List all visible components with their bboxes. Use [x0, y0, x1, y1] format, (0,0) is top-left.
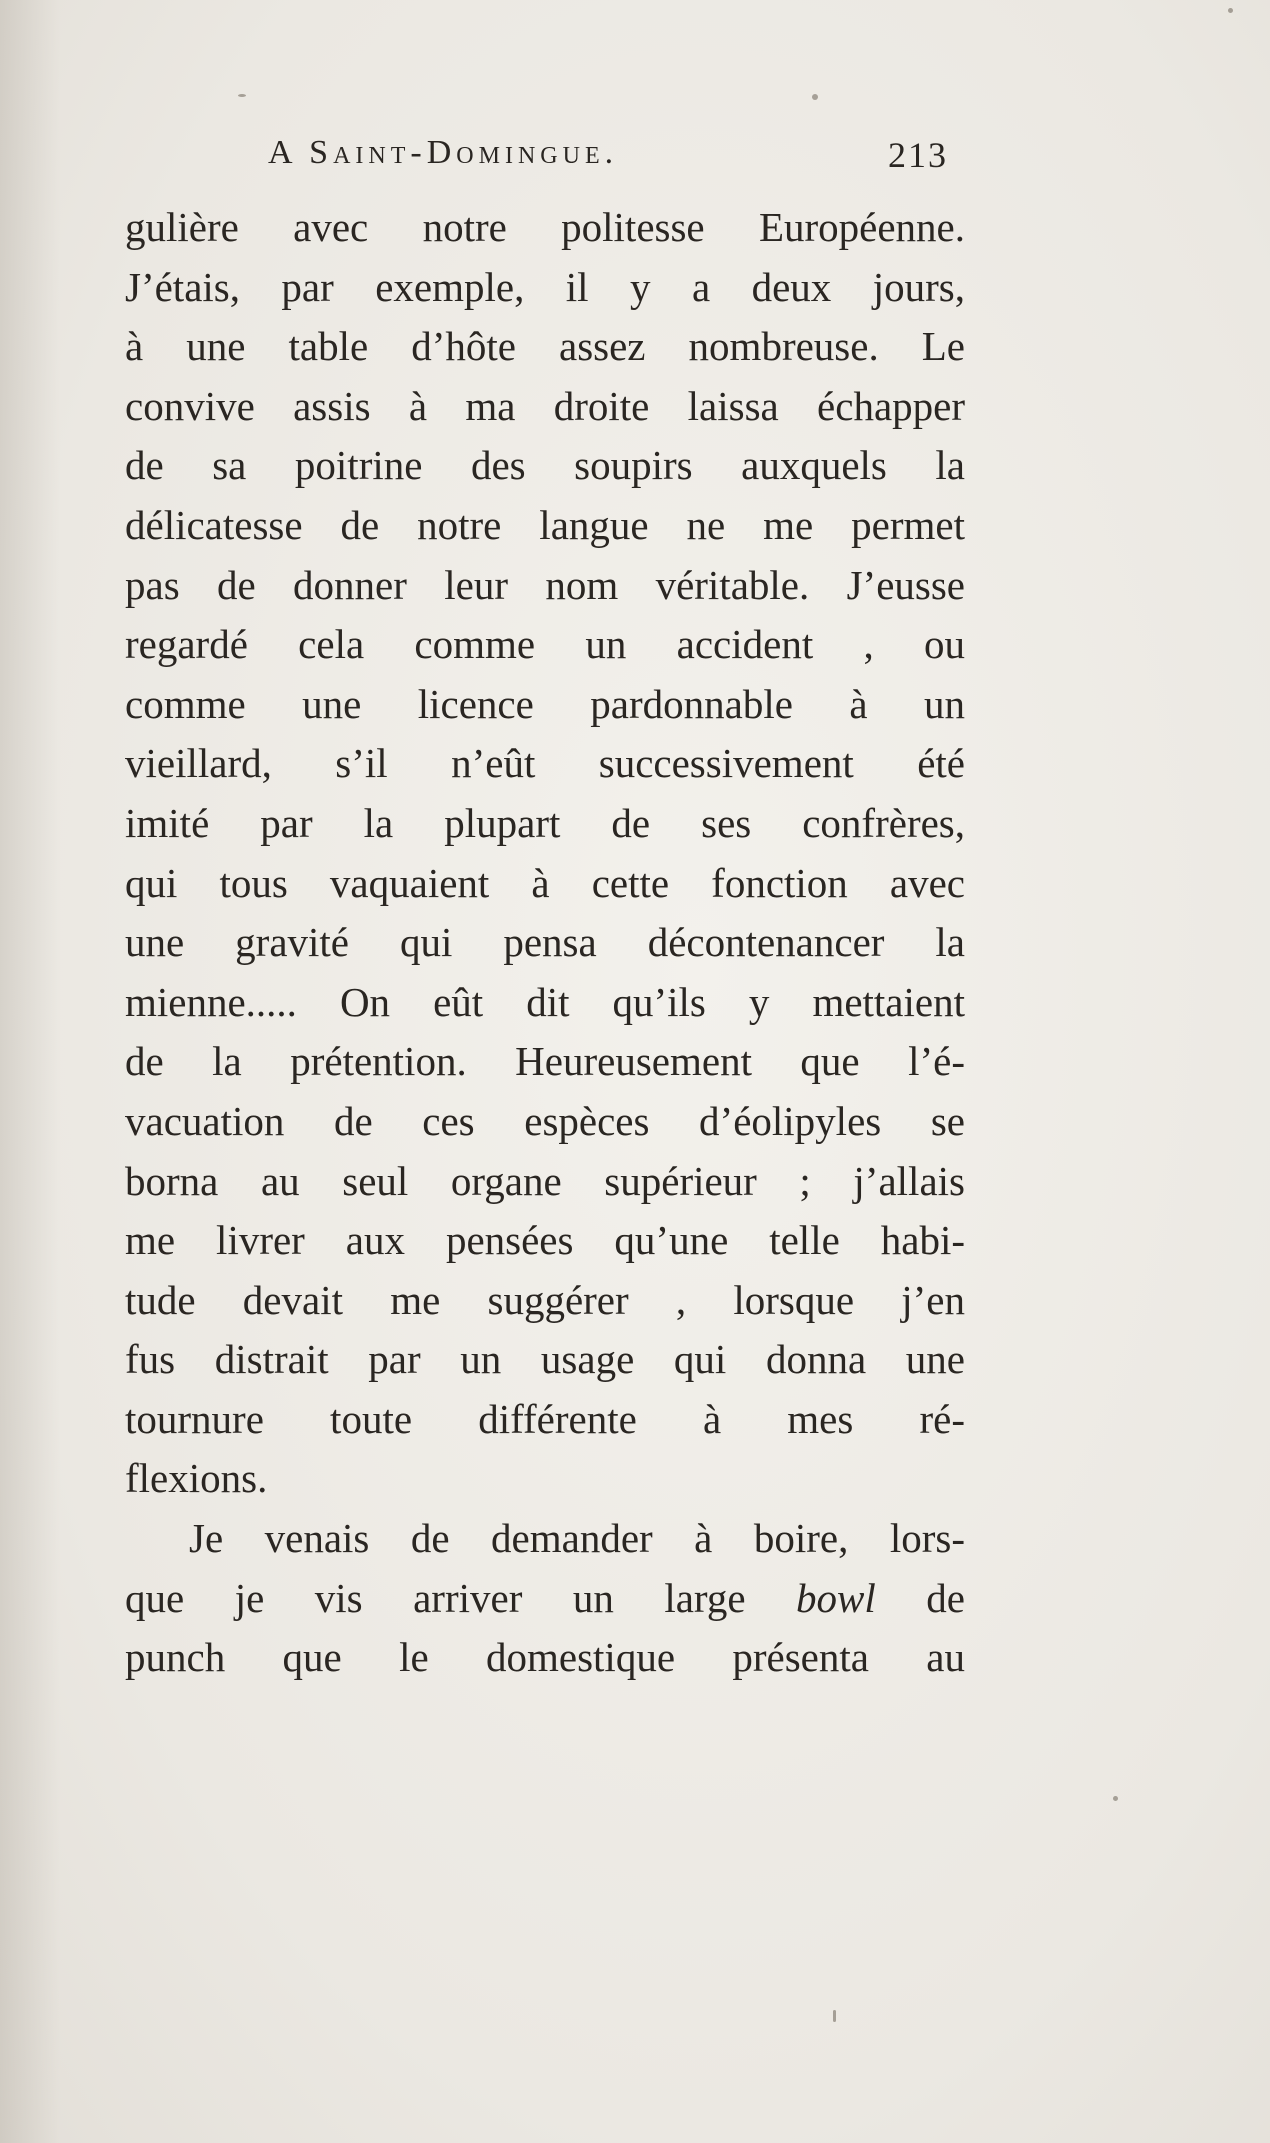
text-line: imité par la plupart de ses confrères,: [125, 799, 965, 846]
paper-speck: [1113, 1796, 1118, 1801]
text-line: mienne..... On eût dit qu’ils y mettaient: [125, 978, 965, 1025]
text-line: punch que le domestique présenta au: [125, 1634, 965, 1681]
running-title: A Saint-Domingue.: [268, 134, 619, 171]
paper-speck: [812, 94, 818, 100]
text-line: comme une licence pardonnable à un: [125, 680, 965, 727]
page-header: [268, 134, 958, 184]
body-text: [125, 198, 965, 1688]
italic-word: bowl: [796, 1574, 876, 1621]
page-number: 213: [888, 135, 948, 175]
text-fragment: que je vis arriver un large: [125, 1574, 746, 1621]
text-line: une gravité qui pensa décontenancer la: [125, 919, 965, 966]
text-line: fus distrait par un usage qui donna une: [125, 1336, 965, 1383]
text-line: vacuation de ces espèces d’éolipyles se: [125, 1097, 965, 1144]
text-line: pas de donner leur nom véritable. J’eusse: [125, 561, 965, 608]
text-line: qui tous vaquaient à cette fonction avec: [125, 859, 965, 906]
text-line-with-italic: [125, 1569, 965, 1629]
text-line: tournure toute différente à mes ré-: [125, 1395, 965, 1442]
text-line: flexions.: [125, 1455, 268, 1502]
text-line: tude devait me suggérer , lorsque j’en: [125, 1276, 965, 1323]
text-line: de sa poitrine des soupirs auxquels la: [125, 442, 965, 489]
paper-speck: [1228, 8, 1233, 13]
text-line: regardé cela comme un accident , ou: [125, 621, 965, 668]
text-line: convive assis à ma droite laissa échapper: [125, 382, 965, 429]
text-line: gulière avec notre politesse Européenne.: [125, 204, 965, 250]
text-line: J’étais, par exemple, il y a deux jours,: [125, 263, 965, 310]
text-line: me livrer aux pensées qu’une telle habi-: [125, 1217, 965, 1264]
text-line: Je venais de demander à boire, lors-: [189, 1515, 965, 1562]
text-line: de la prétention. Heureusement que l’é-: [125, 1038, 965, 1085]
paper-speck: [833, 2010, 836, 2022]
text-line: à une table d’hôte assez nombreuse. Le: [125, 323, 965, 370]
text-line: délicatesse de notre langue ne me permet: [125, 501, 965, 548]
text-line: vieillard, s’il n’eût successivement été: [125, 740, 965, 787]
paper-speck: [238, 94, 246, 97]
text-fragment: de: [926, 1574, 965, 1621]
gutter-shadow: [0, 0, 60, 2143]
text-line: borna au seul organe supérieur ; j’allais: [125, 1157, 965, 1204]
